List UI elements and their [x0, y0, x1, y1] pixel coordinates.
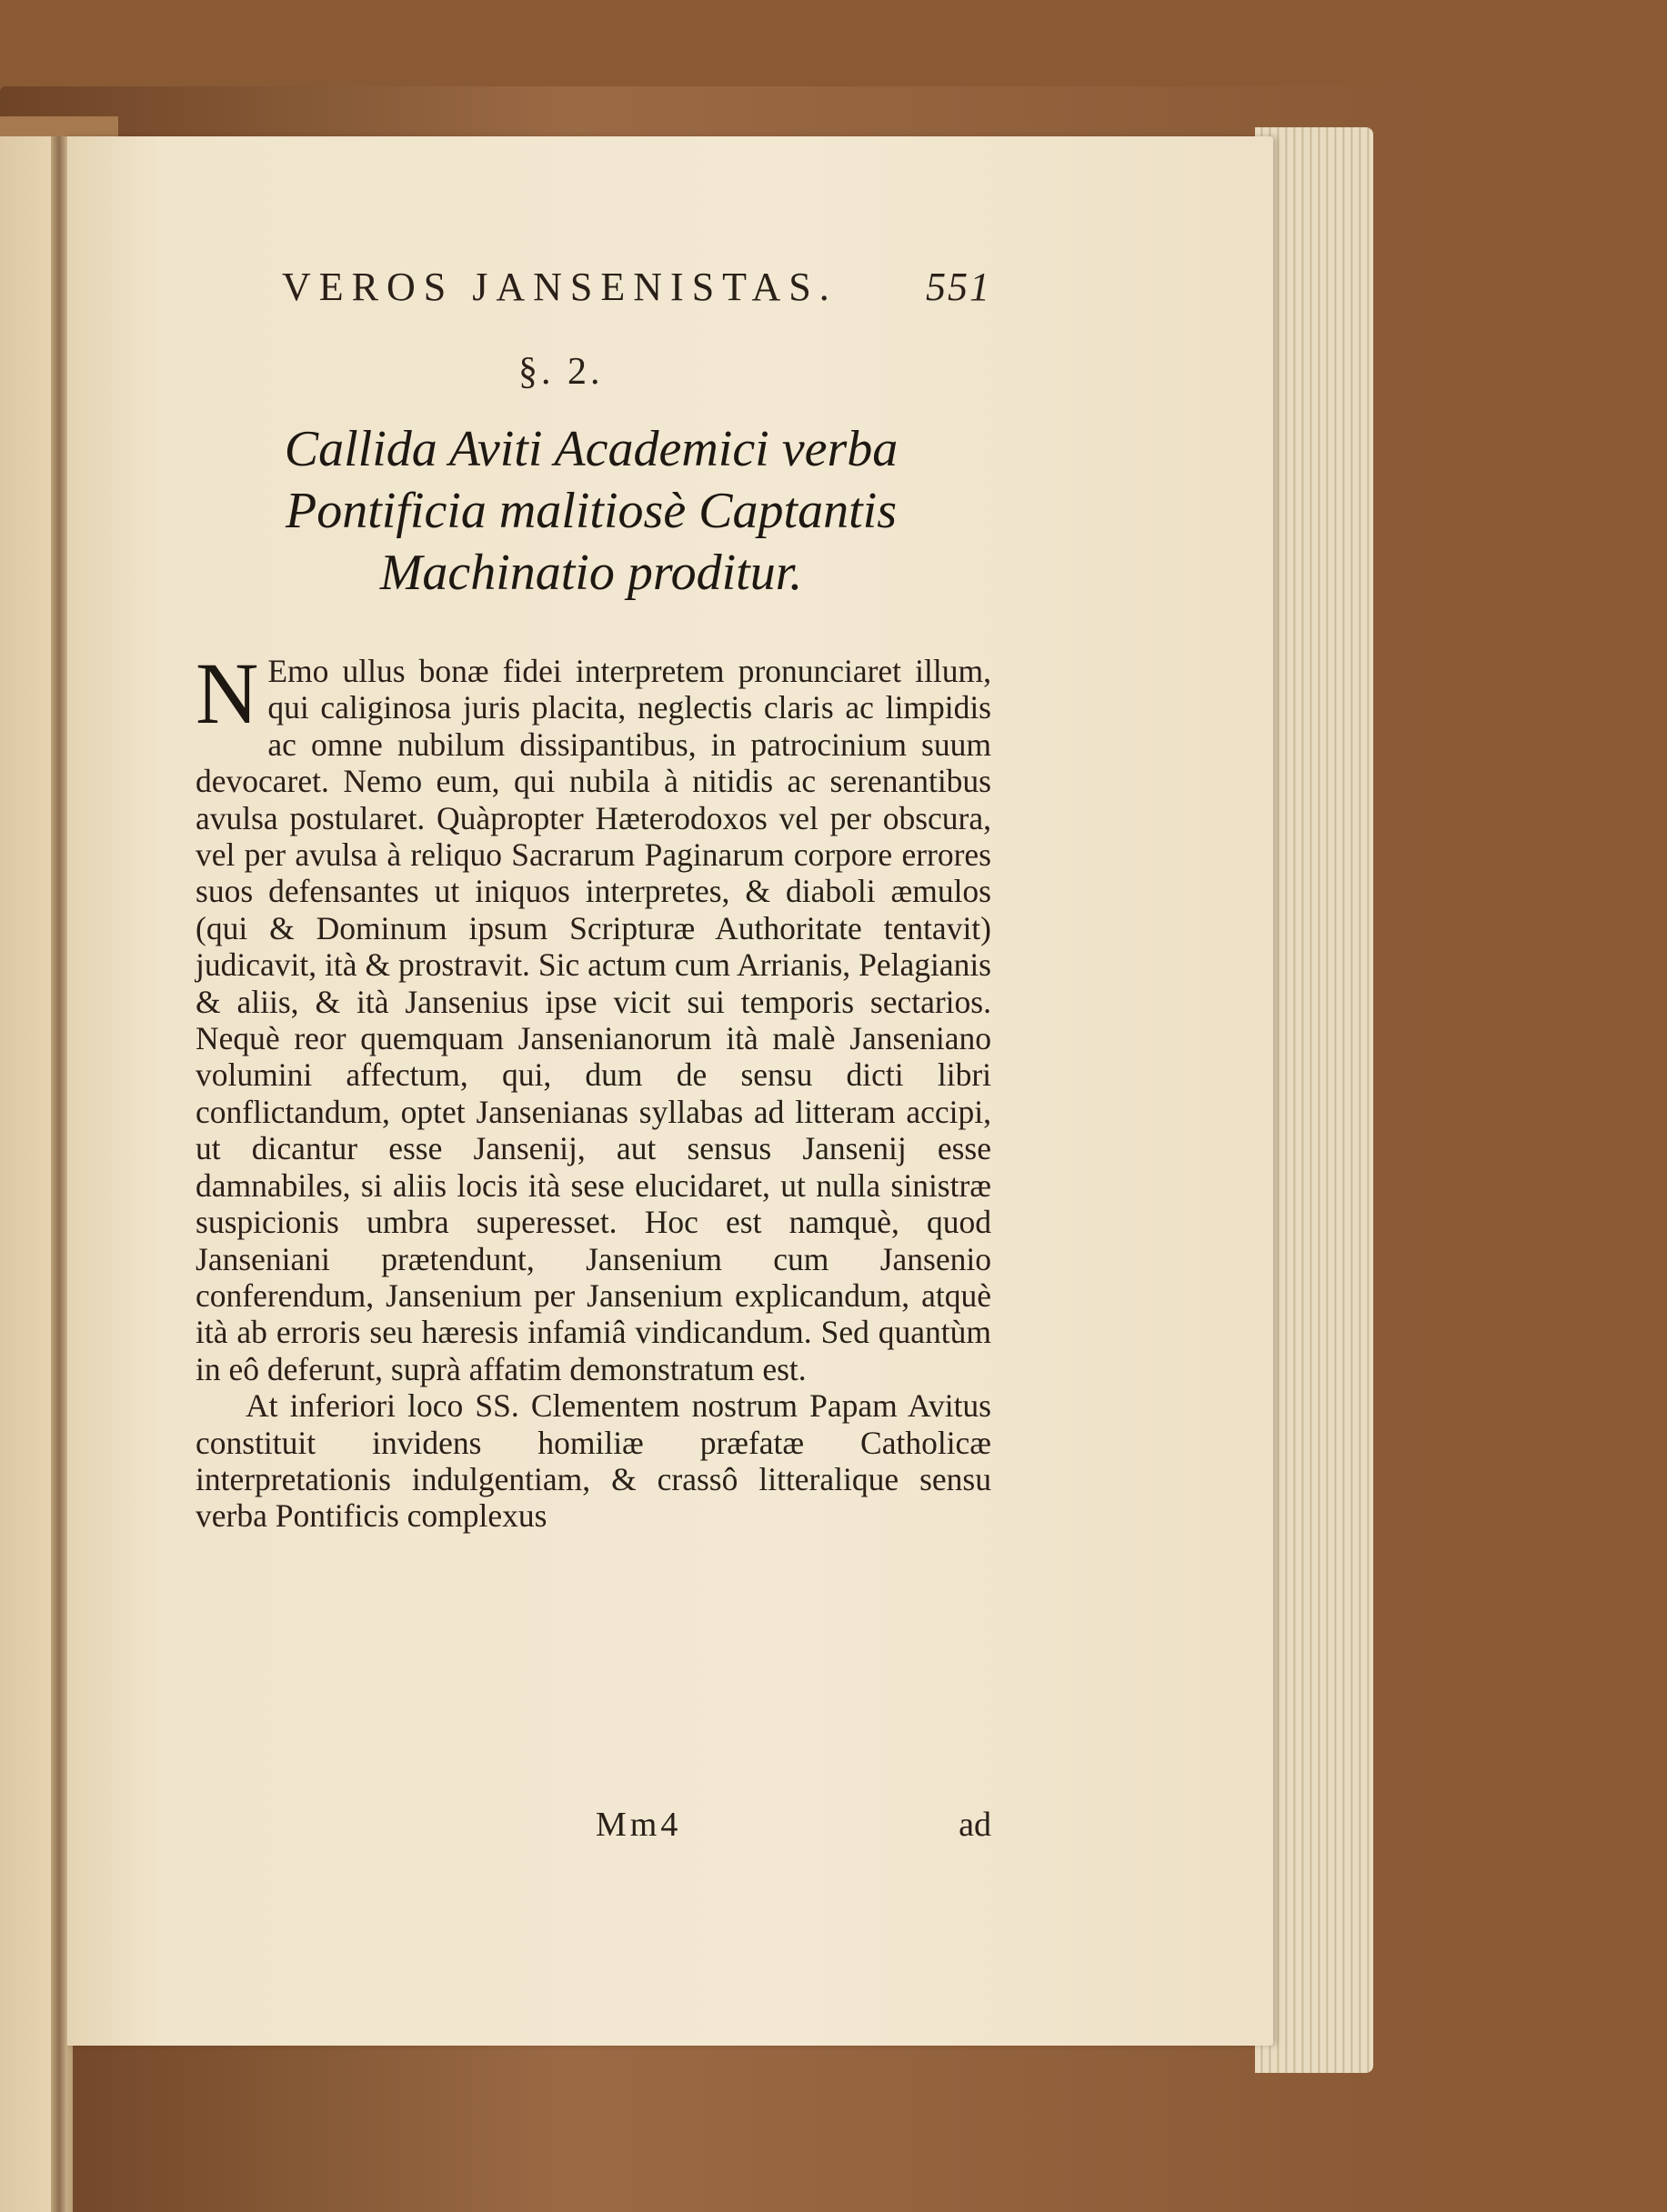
page-footer: [196, 1805, 991, 1850]
page-header: [282, 264, 991, 336]
running-title: VEROS JANSENISTAS.: [282, 265, 838, 309]
page-number: 551: [926, 265, 991, 309]
catchword: ad: [959, 1806, 991, 1844]
paragraph: At inferiori loco SS. Clementem nostrum Papam Avitus constituit invidens homiliæ præfatæ Catholicæ interpretationis indulgentiam, & crassô litteralique sensu verba Pontificis complexus: [196, 1387, 991, 1535]
paragraph: NEmo ullus bonæ fidei interpretem pronunciaret illum, qui caliginosa juris placita, neglectis claris ac limpidis ac omne nubilum dissipantibus, in patrocinium suum devocaret. Nemo eum, qui nubila à nitidis ac serenantibus avulsa postularet. Quàpropter Hæterodoxos vel per obscura, vel per avulsa à reliquo Sacrarum Paginarum corpore errores suos defensantes ut iniquos interpretes, & diaboli æmulos (qui & Dominum ipsum Scripturæ Authoritate tentavit) judicavit, ità & prostravit. Sic actum cum Arrianis, Pelagianis & aliis, & ità Jansenius ipse vicit sui temporis sectarios. Nequè reor quemquam Jansenianorum ità malè Janseniano volumini affectum, qui, dum de sensu dicti libri conflictandum, optet Jansenianas syllabas ad litteram accipi, ut dicantur esse Jansenij, aut sensus Jansenij esse damnabiles, si aliis locis ità sese elucidaret, ut nulla sinistræ suspicionis umbra superesset. Hoc est namquè, quod Janseniani prætendunt, Jansenium cum Jansenio conferendum, Jansenium per Jansenium explicandum, atquè ità ab erroris seu hæresis infamiâ vindicandum. Sed quantùm in eô deferunt, suprà affatim demonstratum est.: [196, 645, 991, 1387]
spine-strip: [0, 116, 118, 136]
book-gutter: [51, 136, 67, 2212]
signature-mark: Mm4: [596, 1806, 682, 1844]
body-text: [196, 645, 991, 1535]
chapter-title: Callida Aviti Academici verba Pontificia malitiosè Captantis Machinatio proditur.: [284, 421, 899, 601]
section-mark: §. 2.: [518, 351, 604, 393]
